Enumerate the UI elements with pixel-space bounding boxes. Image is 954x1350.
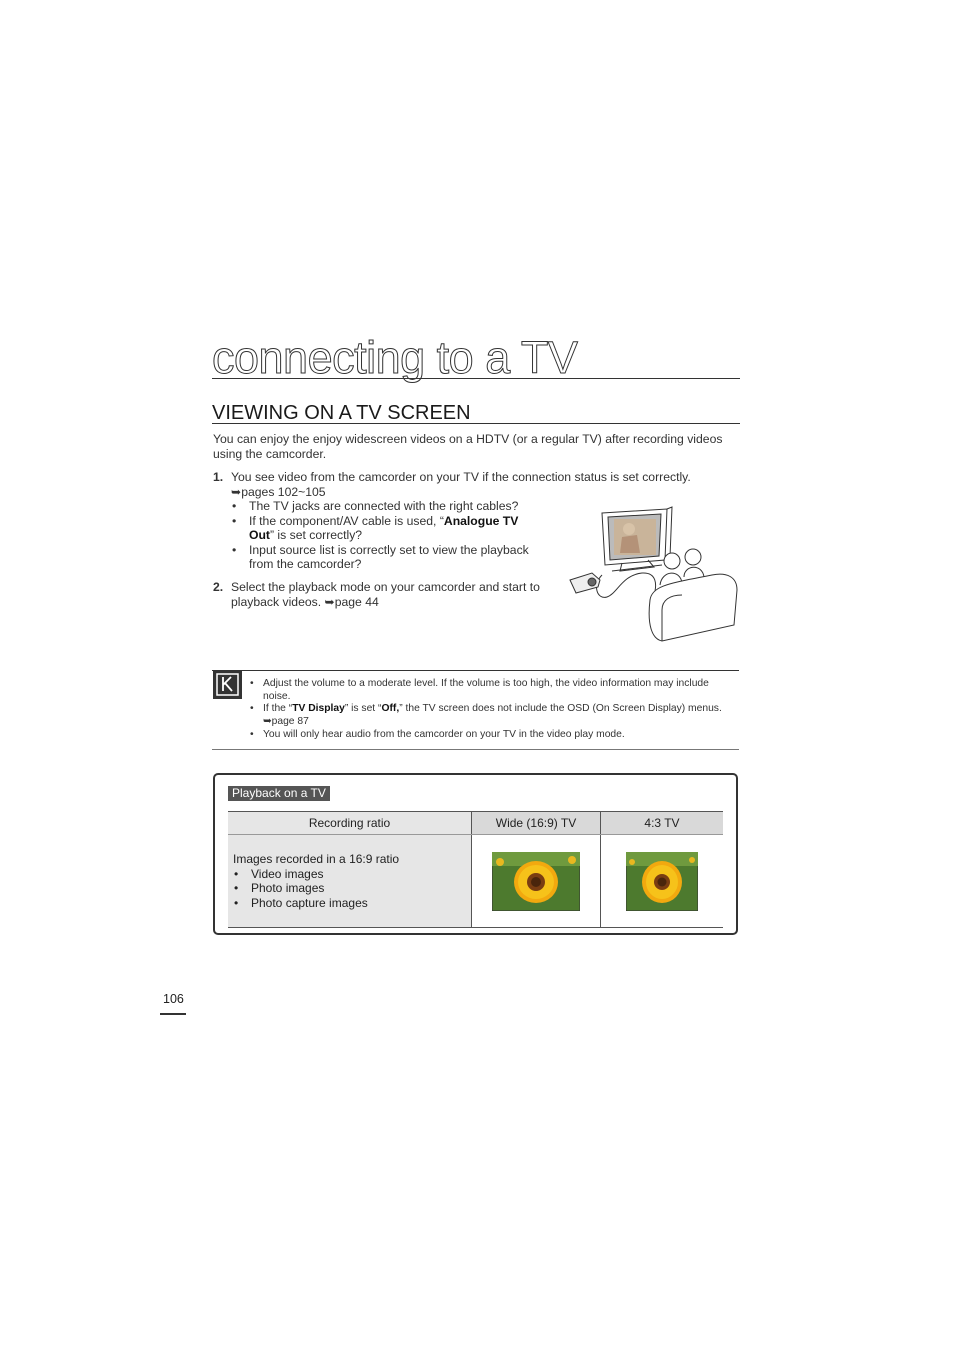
note-list: [249, 678, 739, 742]
table-header: 4:3 TV: [601, 812, 724, 835]
list-item: • Photo images: [233, 881, 470, 896]
list-item: • If the component/AV cable is used, “Analogue TV Out” is set correctly?: [231, 514, 541, 543]
list-item: • Video images: [233, 867, 470, 882]
list-item: • Input source list is correctly set to view the playback from the camcorder?: [231, 543, 541, 572]
section-title: VIEWING ON A TV SCREEN: [212, 402, 471, 424]
note-bottom-rule: [212, 749, 739, 750]
note-item: • You will only hear audio from the camcorder on your TV in the video play mode.: [249, 729, 739, 742]
note-item: • Adjust the volume to a moderate level. If the volume is too high, the video information may include noise.: [249, 678, 739, 703]
note-item: • If the “TV Display” is set “Off,” the TV screen does not include the OSD (On Screen Display) menus. ➥page 87: [249, 703, 739, 728]
step-1-text: You see video from the camcorder on your TV if the connection status is set correctly.: [231, 470, 691, 484]
step-1-number: 1.: [213, 470, 224, 484]
table-row: [228, 835, 723, 928]
list-item: • Photo capture images: [233, 896, 470, 911]
chapter-title: connecting to a TV: [212, 332, 578, 383]
sunflower-image: [626, 852, 698, 911]
tv-viewing-illustration: [562, 505, 742, 645]
list-item: • The TV jacks are connected with the right cables?: [231, 499, 541, 514]
step-1-ref: ➥pages 102~105: [231, 485, 326, 499]
panel-label: Playback on a TV: [228, 786, 330, 801]
table-header: Wide (16:9) TV: [472, 812, 601, 835]
section-rule: [212, 423, 740, 424]
intro-paragraph: You can enjoy the enjoy widescreen videos on a HDTV (or a regular TV) after recording videos using the camcorder.: [213, 432, 723, 461]
step-2-number: 2.: [213, 580, 224, 594]
chapter-rule: [212, 378, 740, 379]
table-header: Recording ratio: [228, 812, 472, 835]
row-title: Images recorded in a 16:9 ratio: [233, 852, 400, 866]
page-number-rule: [160, 1013, 186, 1015]
step-1-bullets: [231, 499, 541, 572]
note-icon: [213, 670, 242, 699]
step-2: [213, 580, 543, 610]
step-2-text: Select the playback mode on your camcorder and start to playback videos.: [231, 580, 540, 609]
page-number: 106: [163, 992, 184, 1006]
sunflower-image: [492, 852, 580, 911]
step-2-ref: ➥page 44: [324, 595, 379, 609]
note-top-rule: [212, 670, 739, 671]
step-1: [213, 470, 738, 500]
playback-table: [228, 811, 723, 928]
